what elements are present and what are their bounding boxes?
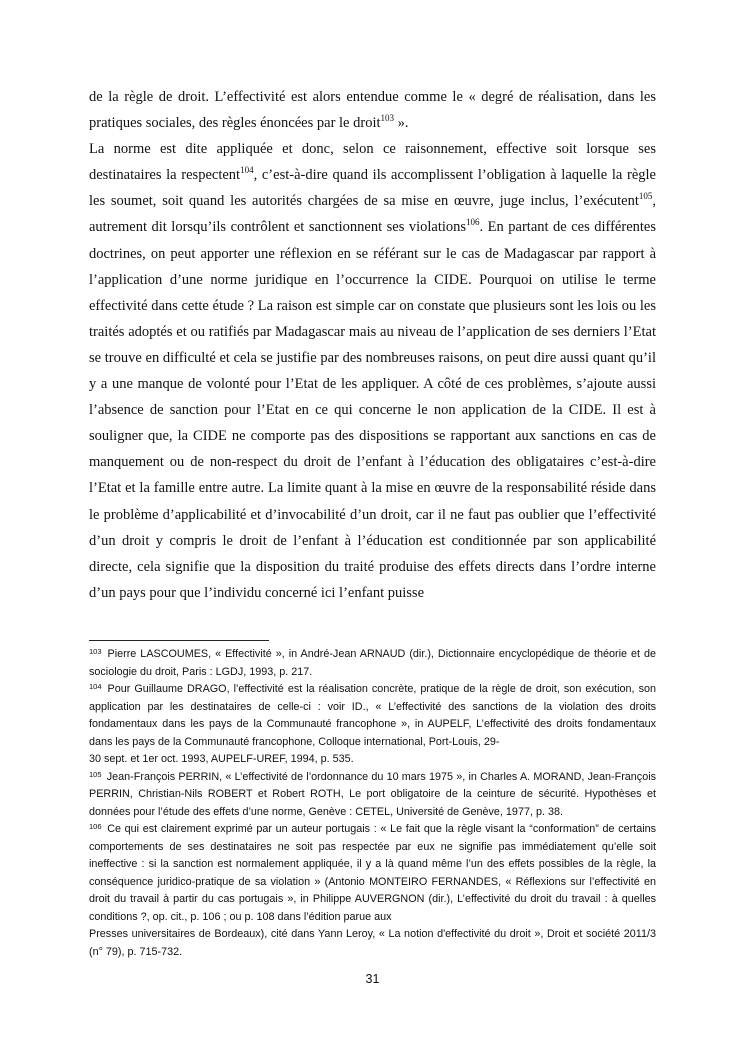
footnote-106 xyxy=(89,821,656,961)
paragraph-1-end: ». xyxy=(394,115,409,132)
paragraph-2-text-c: , autrement dit lorsqu’ils contrôlent et sanctionnent ses violations xyxy=(89,193,656,236)
footnote-104 xyxy=(89,681,656,769)
footnote-text-continued: Presses universitaires de Bordeaux), cité dans Yann Leroy, « La notion d'effectivité du droit », Droit et société 2011/3 (n° 79), p. 715-732. xyxy=(89,928,656,958)
footnote-ref-106[interactable]: 106 xyxy=(466,217,480,228)
footnotes xyxy=(89,646,656,961)
footnote-text: Jean-François PERRIN, « L’effectivité de l’ordonnance du 10 mars 1975 », in Charles A. MORAND, Jean-François PERRIN, Christian-Nils ROBERT et Robert ROTH, Le port obligatoire de la ceinture de sécurité. Hypothèses et données pour l’étude des effets d’une norme, Genève : CETEL, Université de Genève, 1977, p. 38. xyxy=(89,770,656,818)
paragraph-2 xyxy=(89,136,656,606)
footnote-number: 103 xyxy=(89,647,102,656)
footnote-105 xyxy=(89,769,656,822)
footnote-separator xyxy=(89,640,269,641)
page-number: 31 xyxy=(365,972,380,986)
footnote-text-continued: 30 sept. et 1er oct. 1993, AUPELF-UREF, 1994, p. 535. xyxy=(89,753,354,765)
footnote-text: Ce qui est clairement exprimé par un auteur portugais : « Le fait que la règle visant la “conformation” de certains comportements de ses destinataires ne soit pas respectée par eux ne signifie pas immédiatement qu’elle soit ineffective : si la sanction est normalement appliquée, il y a là quand même l’un des effets possibles de la règle, la conséquence juridico-pratique de sa violation » (Antonio MONTEIRO FERNANDES, « Réflexions sur l’effectivité en droit du travail à partir du cas portugais », in Philippe AUVERGNON (dir.), L’effectivité du droit du travail : à quelles conditions ?, op. cit., p. 106 ; ou p. 108 dans l’édition parue aux xyxy=(89,823,656,923)
footnote-text: Pour Guillaume DRAGO, l’effectivité est la réalisation concrète, pratique de la règle de droit, son exécution, son application par les destinataires de celle-ci : voir ID., « L’effectivité des sanctions de la violation des droits fondamentaux dans les pays de la Communauté francophone », in AUPELF, L’effectivité des droits fondamentaux dans les pays de la Communauté francophone, Colloque international, Port-Louis, 29- xyxy=(89,683,656,748)
footnote-ref-103[interactable]: 103 xyxy=(380,113,395,124)
footnote-number: 104 xyxy=(89,682,102,691)
footnote-ref-105[interactable]: 105 xyxy=(638,191,653,202)
paragraph-2-text-b: , c’est-à-dire quand ils accomplissent l’obligation à laquelle la règle les soumet, soit quand les autorités chargées de sa mise en œuvre, juge inclus, l’exécutent xyxy=(89,167,656,210)
footnote-number: 106 xyxy=(89,822,102,831)
footnote-ref-104[interactable]: 104 xyxy=(240,165,254,176)
footnote-103 xyxy=(89,646,656,681)
paragraph-1 xyxy=(89,84,656,136)
footnote-text: Pierre LASCOUMES, « Effectivité », in André-Jean ARNAUD (dir.), Dictionnaire encyclopédique de théorie et de sociologie du droit, Paris : LGDJ, 1993, p. 217. xyxy=(89,648,656,678)
paragraph-1-text: de la règle de droit. L’effectivité est alors entendue comme le « degré de réalisation, dans les pratiques sociales, des règles énoncées par le droit xyxy=(89,89,656,132)
paragraph-2-text-a: La norme est dite appliquée et donc, selon ce raisonnement, effective soit lorsque ses destinataires la respectent xyxy=(89,141,656,184)
paragraph-2-text-d: . En partant de ces différentes doctrines, on peut apporter une réflexion en se référant sur le cas de Madagascar par rapport à l’application d’une norme juridique en l’occurrence la CIDE. Pourquoi on utilise le terme effectivité dans cette étude ? La raison est simple car on constate que plusieurs sont les lois ou les traités adoptés et ou ratifiés par Madagascar mais au niveau de l’application de ses derniers l’Etat se trouve en difficulté et cela se justifie par des nombreuses raisons, on peut dire aussi quant qu’il y a une manque de volonté pour l’Etat de les appliquer. A côté de ces problèmes, s’ajoute aussi l’absence de sanction pour l’Etat en ce qui concerne le non application de la CIDE. Il est à souligner que, la CIDE ne comporte pas des dispositions se rapportant aux sanctions en cas de manquement ou de non-respect du droit de l’enfant à l’éducation des obligataires c’est-à-dire l’Etat et la famille entre autre. La limite quant à la mise en œuvre de la responsabilité réside dans le problème d’applicabilité et d’invocabilité d’un droit, car il ne faut pas oublier que l’effectivité d’un droit y compris le droit de l’enfant à l’éducation est conditionnée par son applicabilité directe, cela signifie que la disposition du traité produise des effets directs dans l’ordre interne d’un pays pour que l’individu concerné ici l’enfant puisse xyxy=(89,219,656,601)
body-text xyxy=(89,84,656,606)
footnote-number: 105 xyxy=(89,769,102,779)
